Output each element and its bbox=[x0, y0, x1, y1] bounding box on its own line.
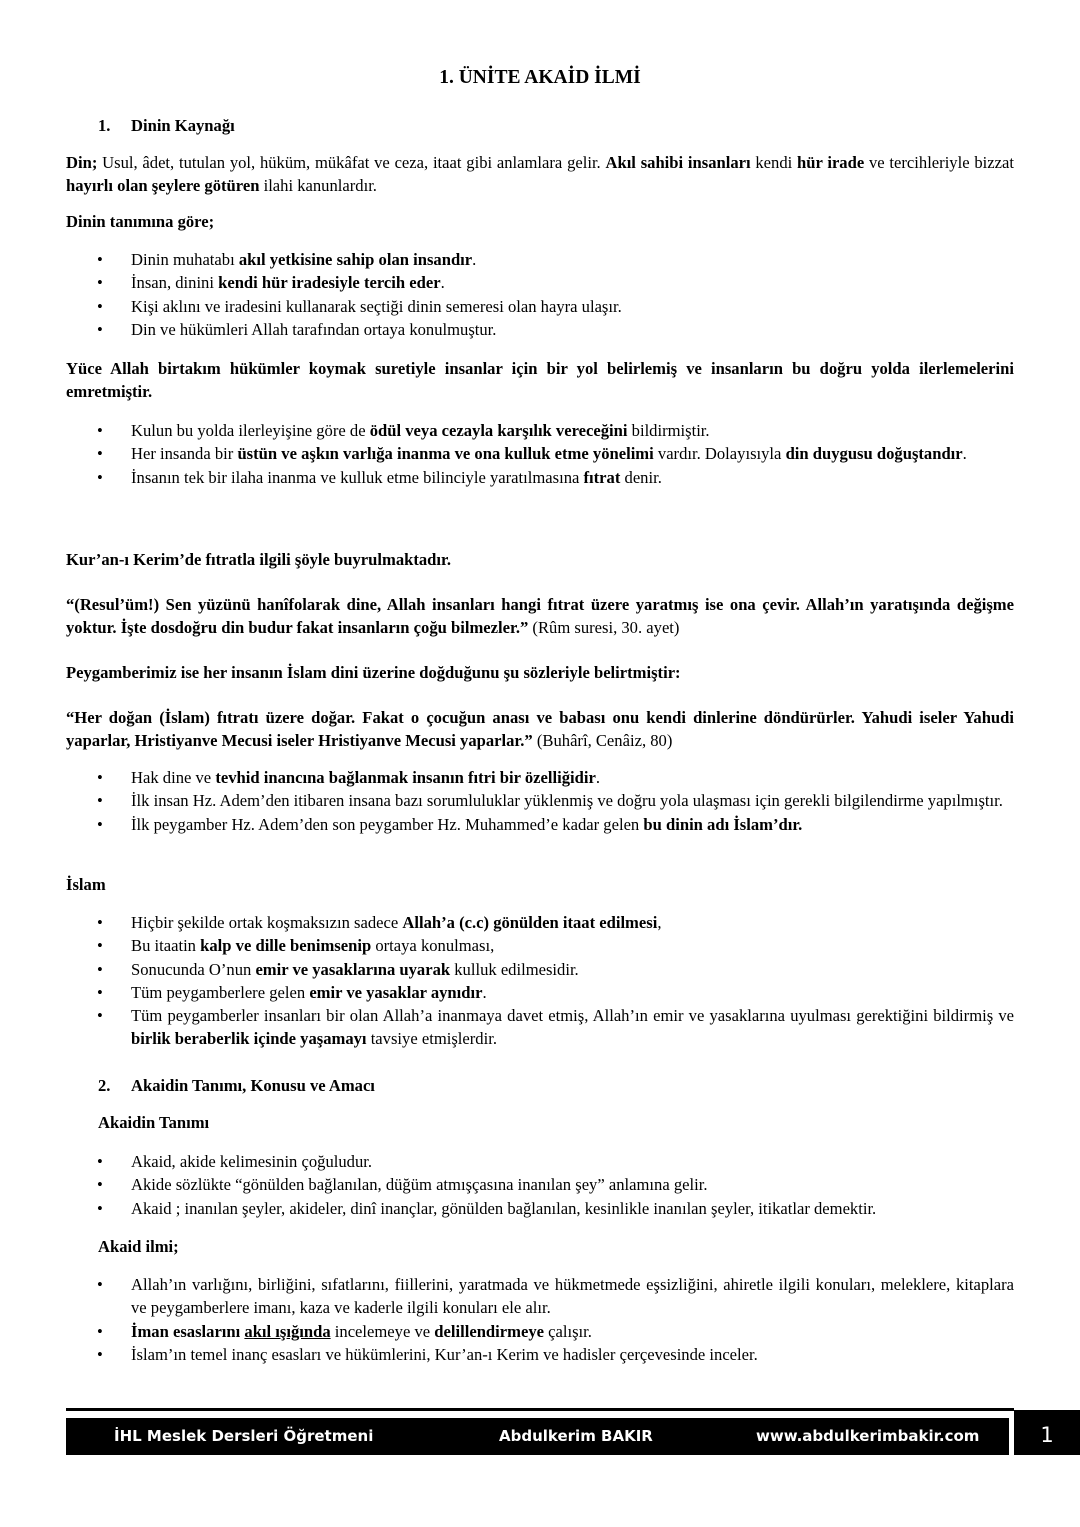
paragraph-islam bbox=[66, 873, 1014, 896]
text-run: Kişi aklını ve iradesini kullanarak seçtiği dinin semeresi olan hayra ulaşır. bbox=[131, 296, 622, 316]
text-run: Akaid ; inanılan şeyler, akideler, dinî inançlar, gönülden bağlanılan, kesinlikle inanılan şeyler, itikatlar demektir. bbox=[131, 1198, 877, 1218]
bold-text: bu dinin adı İslam’dır. bbox=[643, 814, 803, 834]
bold-text: akıl yetkisine sahip olan insandır bbox=[238, 250, 473, 269]
list-item bbox=[66, 1273, 1014, 1320]
bold-text: “(Resul’üm!) Sen yüzünü hanîfolarak dine, Allah insanları hangi fıtrat üzere yaratmış ise ona çevir. Allah’ın yaratışında değişme yoktur. İşte dosdoğru din budur fakat insanların çoğu bilmezler.” bbox=[66, 595, 1014, 638]
section-heading-1 bbox=[98, 114, 235, 137]
text-run: Dinin muhatabı bbox=[131, 250, 239, 269]
bullet-icon: • bbox=[97, 1275, 103, 1294]
bold-text: İslam bbox=[66, 875, 106, 894]
section-label: Dinin Kaynağı bbox=[131, 116, 235, 135]
bold-text: hayırlı olan şeylere götüren bbox=[66, 176, 260, 196]
paragraph-peygamberimiz bbox=[66, 661, 1014, 684]
bold-text: fıtrat bbox=[583, 467, 621, 487]
text-run: . bbox=[595, 768, 600, 787]
bullet-list-din bbox=[66, 248, 1014, 341]
bold-text: tevhid inancına bağlanmak insanın fıtri bir özelliğidir bbox=[215, 768, 596, 787]
list-item bbox=[66, 1173, 1014, 1196]
bullet-icon: • bbox=[97, 982, 103, 1002]
subheading-akaidin-tanimi: Akaidin Tanımı bbox=[98, 1113, 210, 1132]
bullet-icon: • bbox=[97, 959, 103, 979]
text-run: kulluk edilmesidir. bbox=[450, 959, 579, 979]
text-run: , bbox=[657, 913, 662, 932]
list-item bbox=[66, 981, 1014, 1004]
text-run: Her insanda bir bbox=[131, 444, 238, 464]
bold-text: Akıl sahibi insanları bbox=[605, 153, 751, 172]
bold-text: Din; bbox=[66, 153, 98, 172]
bold-text: kalp ve dille benimsenip bbox=[200, 936, 372, 956]
paragraph-dinin-tanimi bbox=[66, 210, 1014, 233]
bullet-list-akaid-ilmi bbox=[66, 1273, 1014, 1366]
quote-hadis bbox=[66, 706, 1014, 753]
text-run: Din ve hükümleri Allah tarafından ortaya konulmuştur. bbox=[131, 319, 497, 339]
list-item bbox=[66, 1004, 1014, 1051]
bullet-icon: • bbox=[97, 1175, 103, 1195]
bold-text: din duygusu doğuştandır bbox=[785, 444, 963, 464]
text-run: denir. bbox=[620, 467, 662, 487]
bold-text: birlik beraberlik içinde yaşamayı bbox=[131, 1029, 367, 1049]
text-run: ortaya konulması, bbox=[371, 936, 495, 956]
list-item bbox=[66, 419, 1014, 442]
list-item bbox=[66, 318, 1014, 341]
footer-author-name: Abdulkerim BAKIR bbox=[499, 1427, 653, 1445]
bullet-list-tevhid bbox=[66, 766, 1014, 836]
list-item bbox=[66, 248, 1014, 271]
page-number: 1 bbox=[1014, 1410, 1080, 1455]
text-run: incelemeye ve bbox=[330, 1321, 435, 1341]
bullet-icon: • bbox=[97, 1006, 103, 1026]
list-item bbox=[66, 1320, 1014, 1343]
list-item bbox=[66, 466, 1014, 489]
section-number: 2. bbox=[98, 1076, 111, 1095]
bold-text: kendi hür iradesiyle tercih eder bbox=[218, 273, 441, 293]
bullet-list-akaid bbox=[66, 1150, 1014, 1220]
list-item bbox=[66, 766, 1014, 789]
bullet-list-islam bbox=[66, 911, 1014, 1051]
bold-text: Dinin tanımına göre; bbox=[66, 212, 215, 231]
bold-text: ödül veya cezayla karşılık vereceğini bbox=[369, 421, 628, 440]
bullet-icon: • bbox=[97, 250, 103, 269]
text-run: . bbox=[482, 982, 487, 1002]
bullet-icon: • bbox=[97, 1152, 103, 1171]
bold-text: emir ve yasaklarına uyarak bbox=[255, 959, 451, 979]
text-run: Sonucunda O’nun bbox=[131, 959, 256, 979]
text-run: İnsanın tek bir ilaha inanma ve kulluk etme bilinciyle yaratılmasına bbox=[131, 467, 584, 487]
list-item bbox=[66, 934, 1014, 957]
bullet-icon: • bbox=[97, 273, 103, 293]
text-run: (Rûm suresi, 30. ayet) bbox=[528, 618, 680, 638]
page-title: 1. ÜNİTE AKAİD İLMİ bbox=[439, 67, 641, 88]
bold-text: Kur’an-ı Kerim’de fıtratla ilgili şöyle buyrulmaktadır. bbox=[66, 550, 452, 569]
list-item bbox=[66, 1150, 1014, 1173]
text-run: İslam’ın temel inanç esasları ve hükümlerini, Kur’an-ı Kerim ve hadisler çerçevesinde inceler. bbox=[131, 1344, 758, 1364]
bullet-icon: • bbox=[97, 467, 103, 487]
footer-website: www.abdulkerimbakir.com bbox=[756, 1427, 980, 1445]
list-item bbox=[66, 1197, 1014, 1220]
footer-bar bbox=[66, 1418, 1009, 1455]
footer-divider bbox=[66, 1408, 1014, 1411]
paragraph-din-definition bbox=[66, 151, 1014, 198]
bullet-icon: • bbox=[97, 444, 103, 464]
list-item bbox=[66, 442, 1014, 465]
section-heading-2 bbox=[98, 1074, 375, 1097]
text-run: Akaid, akide kelimesinin çoğuludur. bbox=[131, 1152, 373, 1171]
quote-rum-suresi bbox=[66, 593, 1014, 640]
list-item bbox=[66, 911, 1014, 934]
text-run: kendi bbox=[750, 153, 798, 172]
bullet-icon: • bbox=[97, 913, 103, 932]
text-run: Hiçbir şekilde ortak koşmaksızın sadece bbox=[131, 913, 403, 932]
bullet-icon: • bbox=[97, 1198, 103, 1218]
text-run: vardır. Dolayısıyla bbox=[653, 444, 786, 464]
bold-text: Peygamberimiz ise her insanın İslam dini üzerine doğduğunu şu sözleriyle belirtmiştir: bbox=[66, 663, 681, 682]
bold-text: İman esaslarını bbox=[131, 1321, 245, 1341]
bullet-icon: • bbox=[97, 1344, 103, 1364]
text-run: İlk peygamber Hz. Adem’den son peygamber Hz. Muhammed’e kadar gelen bbox=[131, 814, 644, 834]
bullet-icon: • bbox=[97, 768, 103, 787]
footer-author-title: İHL Meslek Dersleri Öğretmeni bbox=[114, 1427, 374, 1445]
text-run: Tüm peygamberler insanları bir olan Allah’a inanmaya davet etmiş, Allah’ın emir ve yasaklarına uyulması gerektiğini bildirmiş ve bbox=[131, 1006, 1014, 1026]
bold-text: delillendirmeye bbox=[434, 1321, 544, 1341]
text-run: çalışır. bbox=[543, 1321, 592, 1341]
section-number: 1. bbox=[98, 116, 111, 135]
text-run: (Buhârî, Cenâiz, 80) bbox=[532, 731, 673, 751]
text-run: . bbox=[962, 444, 967, 464]
text-run: Usul, âdet, tutulan yol, hüküm, mükâfat ve ceza, itaat gibi anlamlara gelir. bbox=[97, 153, 606, 172]
text-run: ilahi kanunlardır. bbox=[259, 176, 377, 196]
bullet-icon: • bbox=[97, 791, 103, 811]
text-run: İlk insan Hz. Adem’den itibaren insana bazı sorumluluklar yüklenmiş ve doğru yola ulaşması için gerekli bilgilendirme yapılmıştır. bbox=[131, 791, 1003, 811]
bullet-icon: • bbox=[97, 296, 103, 316]
bold-text: üstün ve aşkın varlığa inanma ve ona kulluk etme yönelimi bbox=[237, 444, 654, 464]
bold-text: Allah’a (c.c) gönülden itaat edilmesi bbox=[402, 913, 658, 932]
bullet-icon: • bbox=[97, 936, 103, 956]
bullet-icon: • bbox=[97, 421, 103, 440]
section-label: Akaidin Tanımı, Konusu ve Amacı bbox=[131, 1076, 375, 1095]
bullet-list-fitrat bbox=[66, 419, 1014, 489]
bullet-icon: • bbox=[97, 814, 103, 834]
text-run: Tüm peygamberlere gelen bbox=[131, 982, 310, 1002]
text-run: . bbox=[440, 273, 445, 293]
bold-text: “Her doğan (İslam) fıtratı üzere doğar. Fakat o çocuğun anası ve babası onu kendi dinlerine döndürürler. Yahudi iseler Yahudi yaparlar, Hristiyanve Mecusi iseler Hristiyanve Mecusi yaparlar.” bbox=[66, 708, 1014, 751]
bold-text: emir ve yasaklar aynıdır bbox=[309, 982, 483, 1002]
list-item bbox=[66, 789, 1014, 812]
list-item bbox=[66, 813, 1014, 836]
list-item bbox=[66, 271, 1014, 294]
list-item bbox=[66, 1343, 1014, 1366]
bold-text: hür irade bbox=[797, 153, 865, 172]
paragraph-kuran bbox=[66, 548, 1014, 571]
text-run: Allah’ın varlığını, birliğini, sıfatlarını, fiillerini, yaratmada ve hükmetmede eşsizliğini, ahiretle ilgili konuları, meleklere, kitaplara ve peygamberlere imanı, kaza ve kaderle ilgili konuları ele alır. bbox=[131, 1275, 1014, 1318]
bullet-icon: • bbox=[97, 1321, 103, 1341]
list-item bbox=[66, 958, 1014, 981]
bold-text: akıl ışığında bbox=[244, 1321, 331, 1341]
paragraph-yuce-allah bbox=[66, 357, 1014, 404]
text-run: Kulun bu yolda ilerleyişine göre de bbox=[131, 421, 370, 440]
text-run: bildirmiştir. bbox=[627, 421, 710, 440]
list-item bbox=[66, 295, 1014, 318]
bold-text: Yüce Allah birtakım hükümler koymak suretiyle insanlar için bir yol belirlemiş ve insanların bu doğru yolda ilerlemelerini emretmiştir. bbox=[66, 359, 1014, 402]
text-run: ve tercihleriyle bizzat bbox=[864, 153, 1014, 172]
text-run: İnsan, dinini bbox=[131, 273, 219, 293]
text-run: tavsiye etmişlerdir. bbox=[366, 1029, 497, 1049]
text-run: Bu itaatin bbox=[131, 936, 201, 956]
text-run: Hak dine ve bbox=[131, 768, 216, 787]
text-run: Akide sözlükte “gönülden bağlanılan, düğüm atmışçasına inanılan şey” anlamına gelir. bbox=[131, 1175, 708, 1195]
subheading-akaid-ilmi: Akaid ilmi; bbox=[98, 1237, 179, 1256]
text-run: . bbox=[472, 250, 477, 269]
bullet-icon: • bbox=[97, 319, 103, 339]
